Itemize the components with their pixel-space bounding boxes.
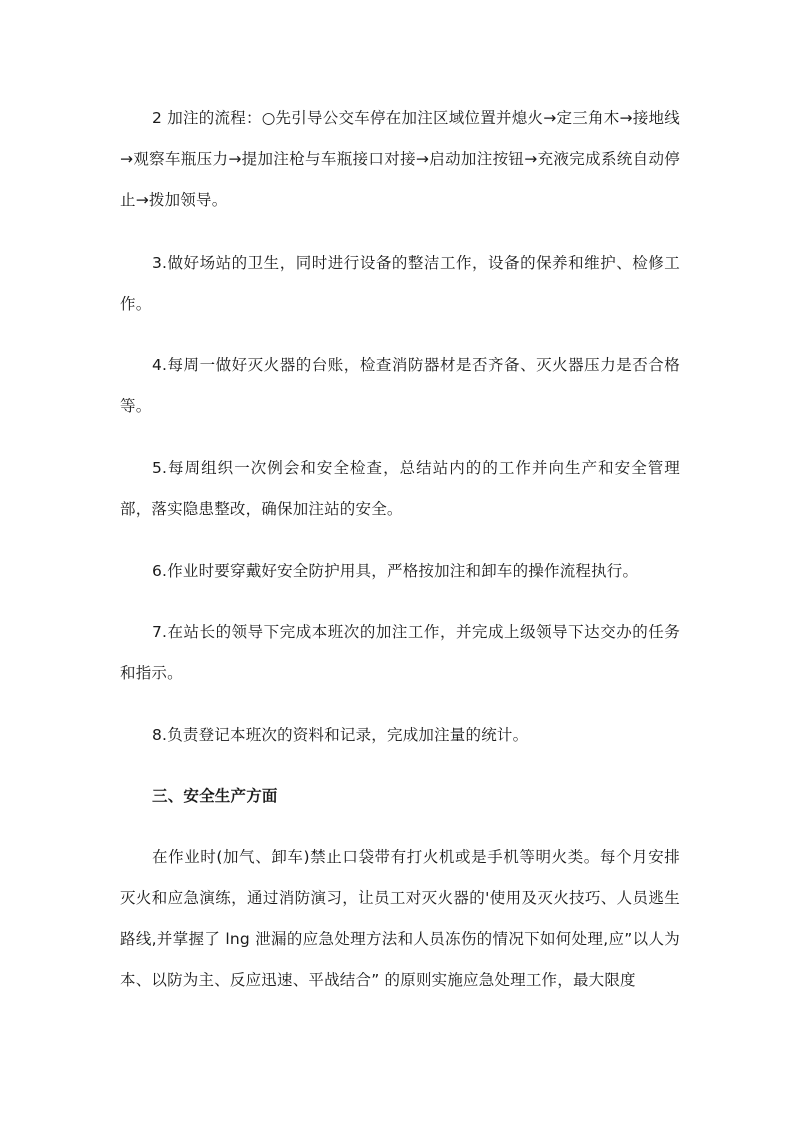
paragraph-extinguisher-check: 4.每周一做好灭火器的台账，检查消防器材是否齐备、灭火器压力是否合格等。 — [120, 356, 680, 415]
paragraph-weekly-meeting: 5.每周组织一次例会和安全检查，总结站内的的工作并向生产和安全管理部，落实隐患整改，确保加注站的安全。 — [120, 459, 680, 518]
paragraph-protective-gear: 6.作业时要穿戴好安全防护用具，严格按加注和卸车的操作流程执行。 — [152, 562, 639, 580]
paragraph-site-hygiene: 3.做好场站的卫生，同时进行设备的整洁工作，设备的保养和维护、检修工作。 — [120, 254, 680, 313]
paragraph-shift-duties: 7.在站长的领导下完成本班次的加注工作，并完成上级领导下达交办的任务和指示。 — [120, 623, 680, 682]
section-heading-safety: 三、安全生产方面 — [152, 787, 278, 805]
paragraph-records: 8.负责登记本班次的资料和记录，完成加注量的统计。 — [152, 726, 529, 744]
paragraph-safety-body: 在作业时(加气、卸车)禁止口袋带有打火机或是手机等明火类。每个月安排灭火和应急演练，通过消防演习，让员工对灭火器的'使用及灭火技巧、人员逃生路线,并掌握了 lng 泄漏的应急处理方法和人员冻伤的情况下如何处理,应”以人为本、以防为主、反应迅速、平战结合” 的原则实施应急处理工作，最大限度 — [120, 848, 680, 989]
paragraph-refueling-process: 2 加注的流程：○先引导公交车停在加注区域位置并熄火→定三角木→接地线→观察车瓶压力→提加注枪与车瓶接口对接→启动加注按钮→充液完成系统自动停止→拨加领导。 — [120, 109, 680, 209]
